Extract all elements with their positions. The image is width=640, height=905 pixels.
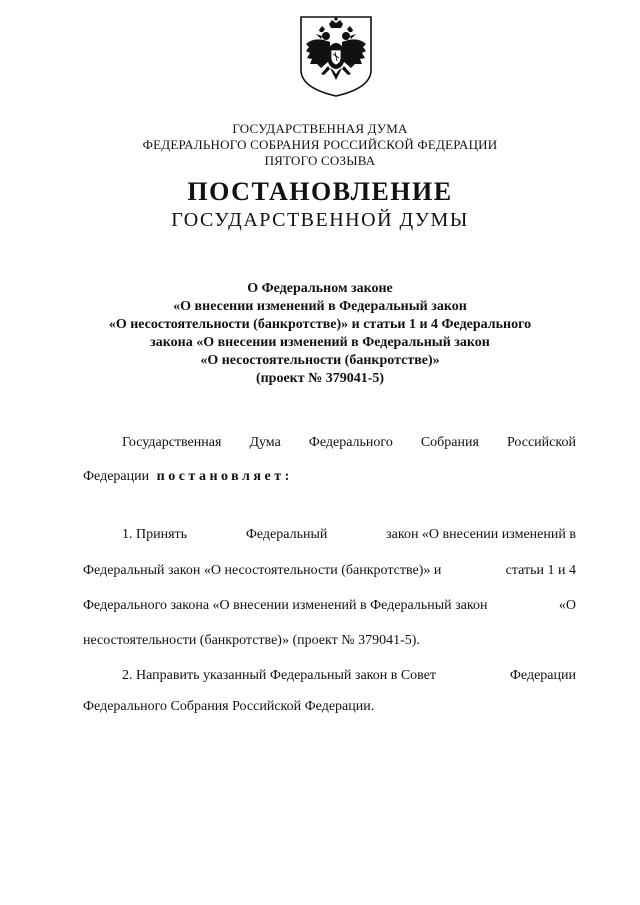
item-2-text: Федерации bbox=[509, 668, 576, 683]
org-line-convocation: ПЯТОГО СОЗЫВА bbox=[264, 153, 376, 168]
preamble-word: Дума bbox=[249, 435, 281, 450]
subject-line: закона «О внесении изменений в Федеральный закон bbox=[150, 335, 490, 350]
item-1-text: «О bbox=[558, 598, 576, 613]
item-1-text: статьи 1 и 4 bbox=[505, 563, 576, 578]
preamble-word: Государственная bbox=[122, 435, 222, 450]
preamble-federation: Федерации bbox=[83, 469, 150, 484]
resolution-subject bbox=[60, 280, 580, 388]
preamble-line-2 bbox=[83, 468, 293, 486]
subject-line: (проект № 379041-5) bbox=[255, 371, 385, 386]
item-1-text: Федеральный закон «О несостоятельности (банкротстве)» и bbox=[83, 563, 442, 578]
item-1-line-3 bbox=[83, 597, 576, 615]
item-1-text: Федеральный bbox=[245, 527, 328, 542]
subject-line: «О внесении изменений в Федеральный закон bbox=[173, 299, 467, 314]
item-1-line-1 bbox=[122, 526, 576, 544]
preamble-word: Российской bbox=[506, 435, 576, 450]
russian-coat-of-arms-icon bbox=[297, 14, 375, 98]
preamble-word: Федерального bbox=[308, 435, 393, 450]
org-line-federal-assembly: ФЕДЕРАЛЬНОГО СОБРАНИЯ РОССИЙСКОЙ ФЕДЕРАЦИИ bbox=[142, 137, 498, 152]
preamble-line-1 bbox=[122, 434, 576, 452]
subject-line: «О несостоятельности (банкротстве)» и статьи 1 и 4 Федерального bbox=[108, 317, 532, 332]
resolves-word: постановляет: bbox=[156, 469, 293, 484]
preamble-word: Собрания bbox=[420, 435, 479, 450]
item-1-line-4: несостоятельности (банкротстве)» (проект № 379041-5). bbox=[83, 633, 420, 648]
item-1-text: Федерального закона «О внесении изменений в Федеральный закон bbox=[83, 598, 488, 613]
org-line-state-duma: ГОСУДАРСТВЕННАЯ ДУМА bbox=[232, 121, 408, 136]
item-2-line-2: Федерального Собрания Российской Федерации. bbox=[83, 699, 375, 714]
item-2-line-1 bbox=[122, 667, 576, 685]
subject-line: О Федеральном законе bbox=[247, 281, 393, 296]
document-type-title: ПОСТАНОВЛЕНИЕ bbox=[187, 177, 453, 206]
item-1-text: 1. Принять bbox=[122, 527, 188, 542]
item-2-text: 2. Направить указанный Федеральный закон в Совет bbox=[122, 668, 437, 683]
subject-line: «О несостоятельности (банкротстве)» bbox=[200, 353, 440, 368]
document-issuer: ГОСУДАРСТВЕННОЙ ДУМЫ bbox=[171, 209, 469, 231]
item-1-text: закон «О внесении изменений в bbox=[386, 527, 576, 542]
item-1-line-2 bbox=[83, 562, 576, 580]
